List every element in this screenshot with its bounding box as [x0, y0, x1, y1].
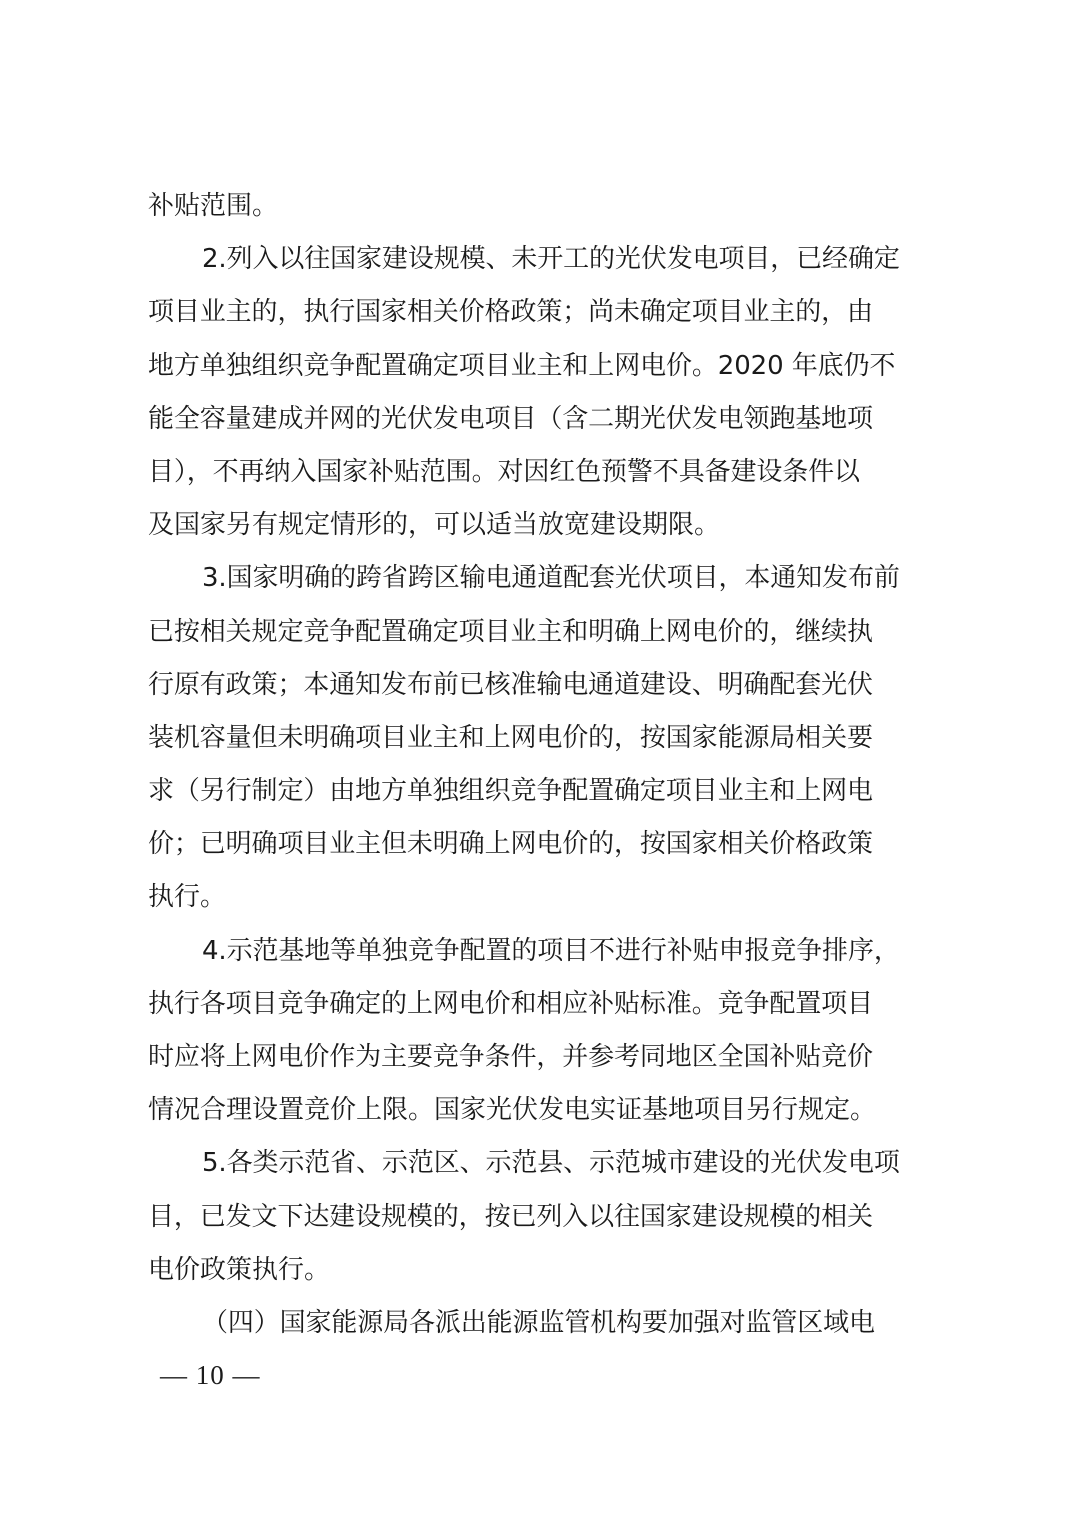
- text-line: 补贴范围。: [148, 191, 279, 221]
- text-line: 装机容量但未明确项目业主和上网电价的，按国家能源局相关要: [148, 722, 873, 753]
- text-line: 地方单独组织竞争配置确定项目业主和上网电价。2020 年底仍不: [148, 350, 896, 381]
- text-line: 项目业主的，执行国家相关价格政策；尚未确定项目业主的，由: [148, 297, 873, 328]
- text-line: 2.列入以往国家建设规模、未开工的光伏发电项目，已经确定: [202, 244, 900, 275]
- body-text: [148, 180, 938, 1350]
- text-line: 已按相关规定竞争配置确定项目业主和明确上网电价的，继续执: [148, 616, 873, 647]
- text-line: 5.各类示范省、示范区、示范县、示范城市建设的光伏发电项: [202, 1148, 900, 1179]
- text-line: 目，已发文下达建设规模的，按已列入以往国家建设规模的相关: [148, 1201, 873, 1232]
- text-line: 执行。: [148, 882, 227, 913]
- text-line: 目），不再纳入国家补贴范围。对因红色预警不具备建设条件以: [148, 456, 860, 487]
- page-number: — 10 —: [160, 1360, 261, 1390]
- text-line: 3.国家明确的跨省跨区输电通道配套光伏项目，本通知发布前: [202, 563, 900, 594]
- text-line: 执行各项目竞争确定的上网电价和相应补贴标准。竞争配置项目: [148, 988, 873, 1019]
- text-line: 求（另行制定）由地方单独组织竞争配置确定项目业主和上网电: [148, 776, 873, 807]
- text-line: （四）国家能源局各派出能源监管机构要加强对监管区域电: [202, 1307, 875, 1338]
- text-line: 4.示范基地等单独竞争配置的项目不进行补贴申报竞争排序，: [202, 935, 900, 966]
- text-line: 时应将上网电价作为主要竞争条件，并参考同地区全国补贴竞价: [148, 1042, 873, 1072]
- text-line: 能全容量建成并网的光伏发电项目（含二期光伏发电领跑基地项: [148, 403, 873, 434]
- text-line: 及国家另有规定情形的，可以适当放宽建设期限。: [148, 510, 721, 541]
- text-line: 行原有政策；本通知发布前已核准输电通道建设、明确配套光伏: [148, 669, 873, 700]
- text-line: 情况合理设置竞价上限。国家光伏发电实证基地项目另行规定。: [148, 1095, 877, 1126]
- text-line: 电价政策执行。: [148, 1254, 331, 1285]
- text-line: 价；已明确项目业主但未明确上网电价的，按国家相关价格政策: [148, 829, 873, 860]
